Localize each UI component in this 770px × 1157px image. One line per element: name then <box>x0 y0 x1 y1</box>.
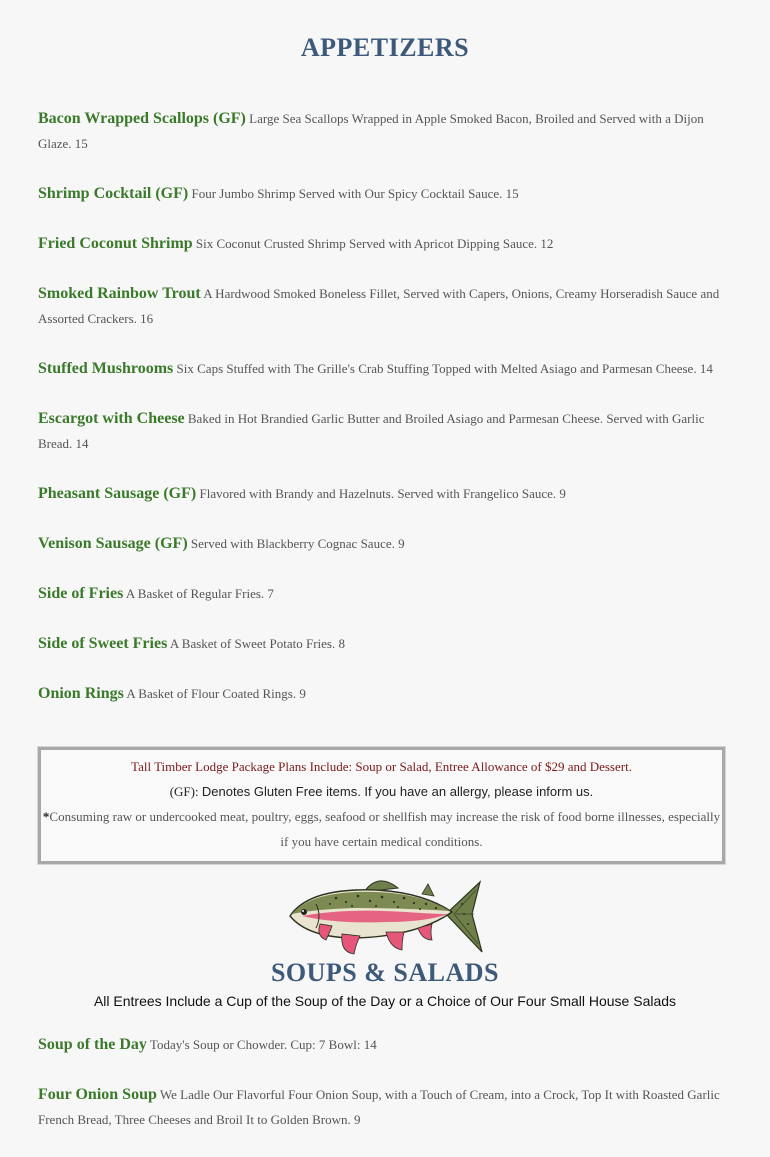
item-desc: Flavored with Brandy and Hazelnuts. Served with Frangelico Sauce. 9 <box>199 486 566 501</box>
menu-item <box>38 106 728 156</box>
item-name: Onion Rings <box>38 685 124 702</box>
item-name: Four Onion Soup <box>38 1086 157 1103</box>
menu-item <box>38 406 728 456</box>
warning-asterisk: * <box>42 809 50 824</box>
item-desc: Today's Soup or Chowder. Cup: 7 Bowl: 14 <box>149 1037 377 1052</box>
warning-text: Consuming raw or undercooked meat, poultry, eggs, seafood or shellfish may increase the risk of food borne illnesses, especially if you have certain medical conditions. <box>49 809 721 849</box>
trout-illustration <box>286 874 484 958</box>
item-desc: Baked in Hot Brandied Garlic Butter and Broiled Asiago and Parmesan Cheese. Served with Garlic Bread. 14 <box>38 411 705 451</box>
item-name: Side of Fries <box>38 585 124 602</box>
gf-label: (GF): <box>169 784 199 799</box>
item-desc: Served with Blackberry Cognac Sauce. 9 <box>190 536 405 551</box>
item-name: Soup of the Day <box>38 1036 147 1053</box>
item-desc: A Basket of Sweet Potato Fries. 8 <box>169 636 345 651</box>
item-name: Escargot with Cheese <box>38 410 185 427</box>
menu-item <box>38 531 728 556</box>
notice-box <box>38 747 725 864</box>
menu-item <box>38 231 728 256</box>
menu-item <box>38 281 728 331</box>
soups-list <box>38 1032 728 1157</box>
item-desc: We Ladle Our Flavorful Four Onion Soup, with a Touch of Cream, into a Crock, Top It with Roasted Garlic French Bread, Three Cheeses and Broil It to Golden Brown. 9 <box>38 1087 720 1127</box>
appetizers-list <box>38 106 728 731</box>
item-desc: Large Sea Scallops Wrapped in Apple Smoked Bacon, Broiled and Served with a Dijon Glaze. 15 <box>38 111 704 151</box>
item-name: Smoked Rainbow Trout <box>38 285 201 302</box>
menu-item <box>38 1082 728 1132</box>
item-desc: Six Coconut Crusted Shrimp Served with Apricot Dipping Sauce. 12 <box>195 236 554 251</box>
item-desc: Six Caps Stuffed with The Grille's Crab Stuffing Topped with Melted Asiago and Parmesan Cheese. 14 <box>176 361 713 376</box>
appetizers-title: APPETIZERS <box>300 33 470 62</box>
menu-item <box>38 356 728 381</box>
item-desc: A Basket of Regular Fries. 7 <box>125 586 274 601</box>
menu-item <box>38 631 728 656</box>
item-name: Venison Sausage (GF) <box>38 535 188 552</box>
item-desc: A Hardwood Smoked Boneless Fillet, Served with Capers, Onions, Creamy Horseradish Sauce and Assorted Crackers. 16 <box>38 286 720 326</box>
item-name: Fried Coconut Shrimp <box>38 235 193 252</box>
item-name: Pheasant Sausage (GF) <box>38 485 197 502</box>
menu-item <box>38 1032 728 1057</box>
menu-item <box>38 681 728 706</box>
menu-item <box>38 181 728 206</box>
item-name: Shrimp Cocktail (GF) <box>38 185 189 202</box>
item-name: Stuffed Mushrooms <box>38 360 174 377</box>
soups-salads-title: SOUPS & SALADS <box>270 958 500 987</box>
soups-subtitle: All Entrees Include a Cup of the Soup of the Day or a Choice of Our Four Small House Salads <box>93 993 677 1009</box>
item-desc: Four Jumbo Shrimp Served with Our Spicy Cocktail Sauce. 15 <box>191 186 519 201</box>
menu-item <box>38 581 728 606</box>
food-safety-warning <box>41 804 722 854</box>
gf-text: Denotes Gluten Free items. If you have an allergy, please inform us. <box>201 784 594 799</box>
package-plan-note: Tall Timber Lodge Package Plans Include: Soup or Salad, Entree Allowance of $29 and Dessert. <box>131 759 632 774</box>
item-name: Bacon Wrapped Scallops (GF) <box>38 110 246 127</box>
item-name: Side of Sweet Fries <box>38 635 168 652</box>
menu-item <box>38 481 728 506</box>
gluten-free-note <box>41 779 722 804</box>
item-desc: A Basket of Flour Coated Rings. 9 <box>126 686 306 701</box>
